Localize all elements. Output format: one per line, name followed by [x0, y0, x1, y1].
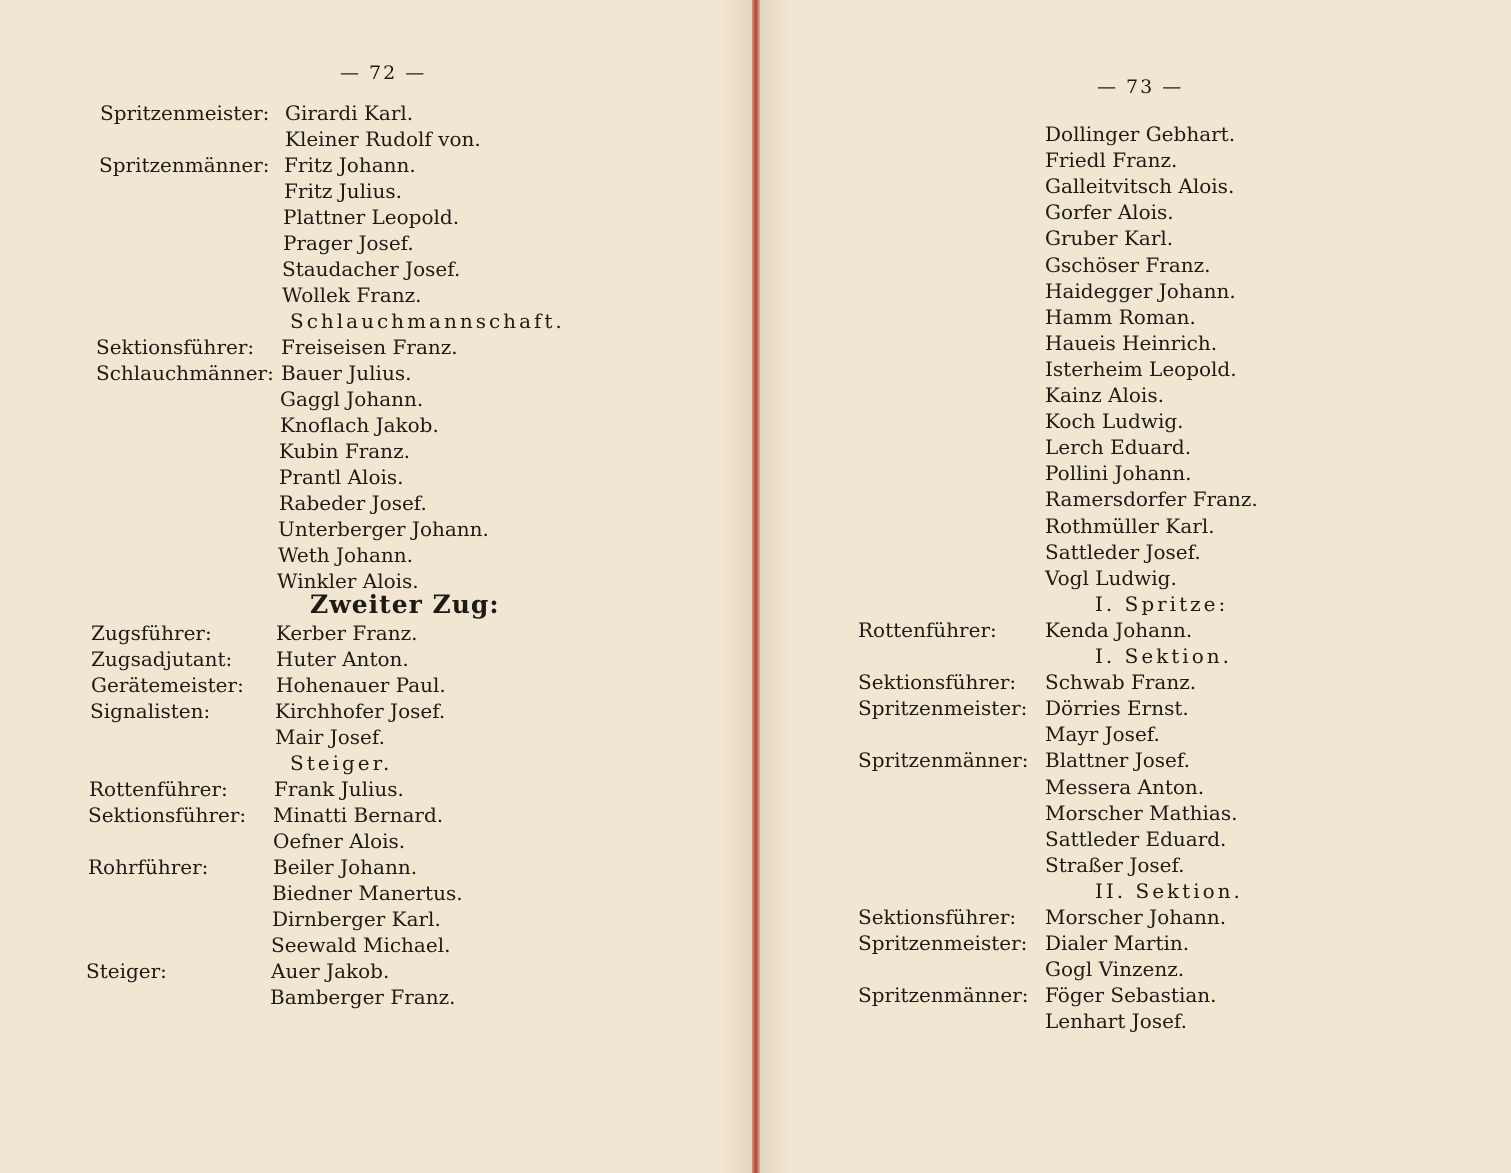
member-name: Rabeder Josef. — [279, 491, 427, 515]
section-heading: I. Spritze: — [1095, 591, 1229, 616]
member-name: Gaggl Johann. — [280, 387, 424, 411]
left-page — [0, 0, 753, 1173]
member-name: Prantl Alois. — [279, 465, 404, 489]
member-name: Bauer Julius. — [281, 361, 412, 385]
member-name: Vogl Ludwig. — [1045, 565, 1177, 590]
role-label: Schlauchmänner: — [96, 361, 274, 385]
member-name: Oefner Alois. — [273, 829, 406, 853]
member-name: Haueis Heinrich. — [1045, 330, 1218, 355]
page-number: — 72 — — [340, 62, 427, 84]
member-name: Winkler Alois. — [277, 569, 419, 593]
member-name: Hohenauer Paul. — [276, 673, 446, 697]
member-name: Weth Johann. — [278, 543, 414, 567]
role-label: Rohrführer: — [88, 855, 209, 879]
member-name: Isterheim Leopold. — [1045, 356, 1237, 381]
role-label: Rottenführer: — [89, 777, 228, 801]
member-name: Staudacher Josef. — [282, 257, 461, 281]
member-name: Kerber Franz. — [276, 621, 418, 645]
section-heading: Zweiter Zug: — [310, 590, 500, 619]
member-name: Morscher Johann. — [1045, 905, 1227, 929]
member-name: Galleitvitsch Alois. — [1045, 174, 1235, 199]
member-name: Kirchhofer Josef. — [275, 699, 446, 723]
member-name: Föger Sebastian. — [1045, 983, 1217, 1008]
member-name: Lerch Eduard. — [1045, 435, 1192, 460]
member-name: Hamm Roman. — [1045, 304, 1196, 329]
member-name: Minatti Bernard. — [273, 803, 444, 827]
member-name: Fritz Johann. — [284, 153, 416, 177]
member-name: Gorfer Alois. — [1045, 200, 1174, 225]
role-label: Steiger: — [86, 959, 167, 983]
member-name: Friedl Franz. — [1045, 148, 1178, 173]
role-label: Spritzenmänner: — [99, 153, 270, 177]
member-name: Auer Jakob. — [271, 959, 390, 983]
member-name: Unterberger Johann. — [278, 517, 489, 541]
role-label: Spritzenmänner: — [858, 748, 1029, 773]
role-label: Spritzenmänner: — [858, 983, 1029, 1008]
role-label: Zugsführer: — [91, 621, 212, 645]
role-label: Gerätemeister: — [91, 673, 244, 697]
member-name: Kubin Franz. — [279, 439, 410, 463]
member-name: Rothmüller Karl. — [1045, 513, 1215, 538]
member-name: Dörries Ernst. — [1045, 696, 1189, 721]
member-name: Lenhart Josef. — [1045, 1009, 1187, 1034]
member-name: Gruber Karl. — [1045, 226, 1174, 251]
member-name: Messera Anton. — [1045, 774, 1205, 799]
member-name: Knoflach Jakob. — [280, 413, 439, 437]
member-name: Mayr Josef. — [1045, 722, 1160, 747]
page-number: — 73 — — [1097, 76, 1184, 98]
member-name: Wollek Franz. — [282, 283, 422, 307]
member-name: Girardi Karl. — [285, 101, 414, 125]
role-label: Sektionsführer: — [88, 803, 247, 827]
member-name: Frank Julius. — [274, 777, 404, 801]
role-label: Spritzenmeister: — [100, 101, 270, 125]
member-name: Plattner Leopold. — [283, 205, 460, 229]
member-name: Beiler Johann. — [273, 855, 418, 879]
member-name: Straßer Josef. — [1045, 852, 1185, 877]
member-name: Morscher Mathias. — [1045, 800, 1238, 825]
member-name: Seewald Michael. — [271, 933, 451, 957]
section-heading: II. Sektion. — [1095, 878, 1243, 903]
right-page — [760, 0, 1511, 1173]
member-name: Sattleder Eduard. — [1045, 826, 1227, 851]
member-name: Blattner Josef. — [1045, 748, 1190, 773]
member-name: Gogl Vinzenz. — [1045, 957, 1185, 982]
member-name: Mair Josef. — [275, 725, 385, 749]
book-gutter — [752, 0, 760, 1173]
section-heading: I. Sektion. — [1095, 644, 1232, 668]
member-name: Schwab Franz. — [1045, 670, 1197, 695]
member-name: Huter Anton. — [276, 647, 409, 671]
member-name: Gschöser Franz. — [1045, 252, 1211, 277]
role-label: Sektionsführer: — [96, 335, 255, 359]
member-name: Haidegger Johann. — [1045, 278, 1236, 303]
role-label: Spritzenmeister: — [858, 931, 1028, 956]
member-name: Kainz Alois. — [1045, 383, 1164, 407]
member-name: Dollinger Gebhart. — [1045, 122, 1236, 146]
member-name: Biedner Manertus. — [272, 881, 463, 905]
member-name: Koch Ludwig. — [1045, 409, 1184, 434]
role-label: Signalisten: — [90, 699, 211, 723]
member-name: Pollini Johann. — [1045, 461, 1192, 486]
role-label: Zugsadjutant: — [91, 647, 233, 671]
section-heading: Steiger. — [290, 751, 393, 775]
role-label: Sektionsführer: — [858, 670, 1017, 695]
member-name: Bamberger Franz. — [270, 985, 456, 1009]
member-name: Fritz Julius. — [284, 179, 402, 203]
member-name: Kenda Johann. — [1045, 617, 1193, 642]
member-name: Ramersdorfer Franz. — [1045, 487, 1258, 512]
member-name: Kleiner Rudolf von. — [285, 127, 481, 151]
section-heading: Schlauchmannschaft. — [290, 309, 565, 333]
member-name: Sattleder Josef. — [1045, 539, 1201, 564]
role-label: Rottenführer: — [858, 617, 997, 642]
role-label: Spritzenmeister: — [858, 696, 1028, 721]
member-name: Dirnberger Karl. — [272, 907, 441, 931]
member-name: Prager Josef. — [283, 231, 414, 255]
member-name: Dialer Martin. — [1045, 931, 1190, 956]
member-name: Freiseisen Franz. — [281, 335, 458, 359]
role-label: Sektionsführer: — [858, 905, 1017, 929]
